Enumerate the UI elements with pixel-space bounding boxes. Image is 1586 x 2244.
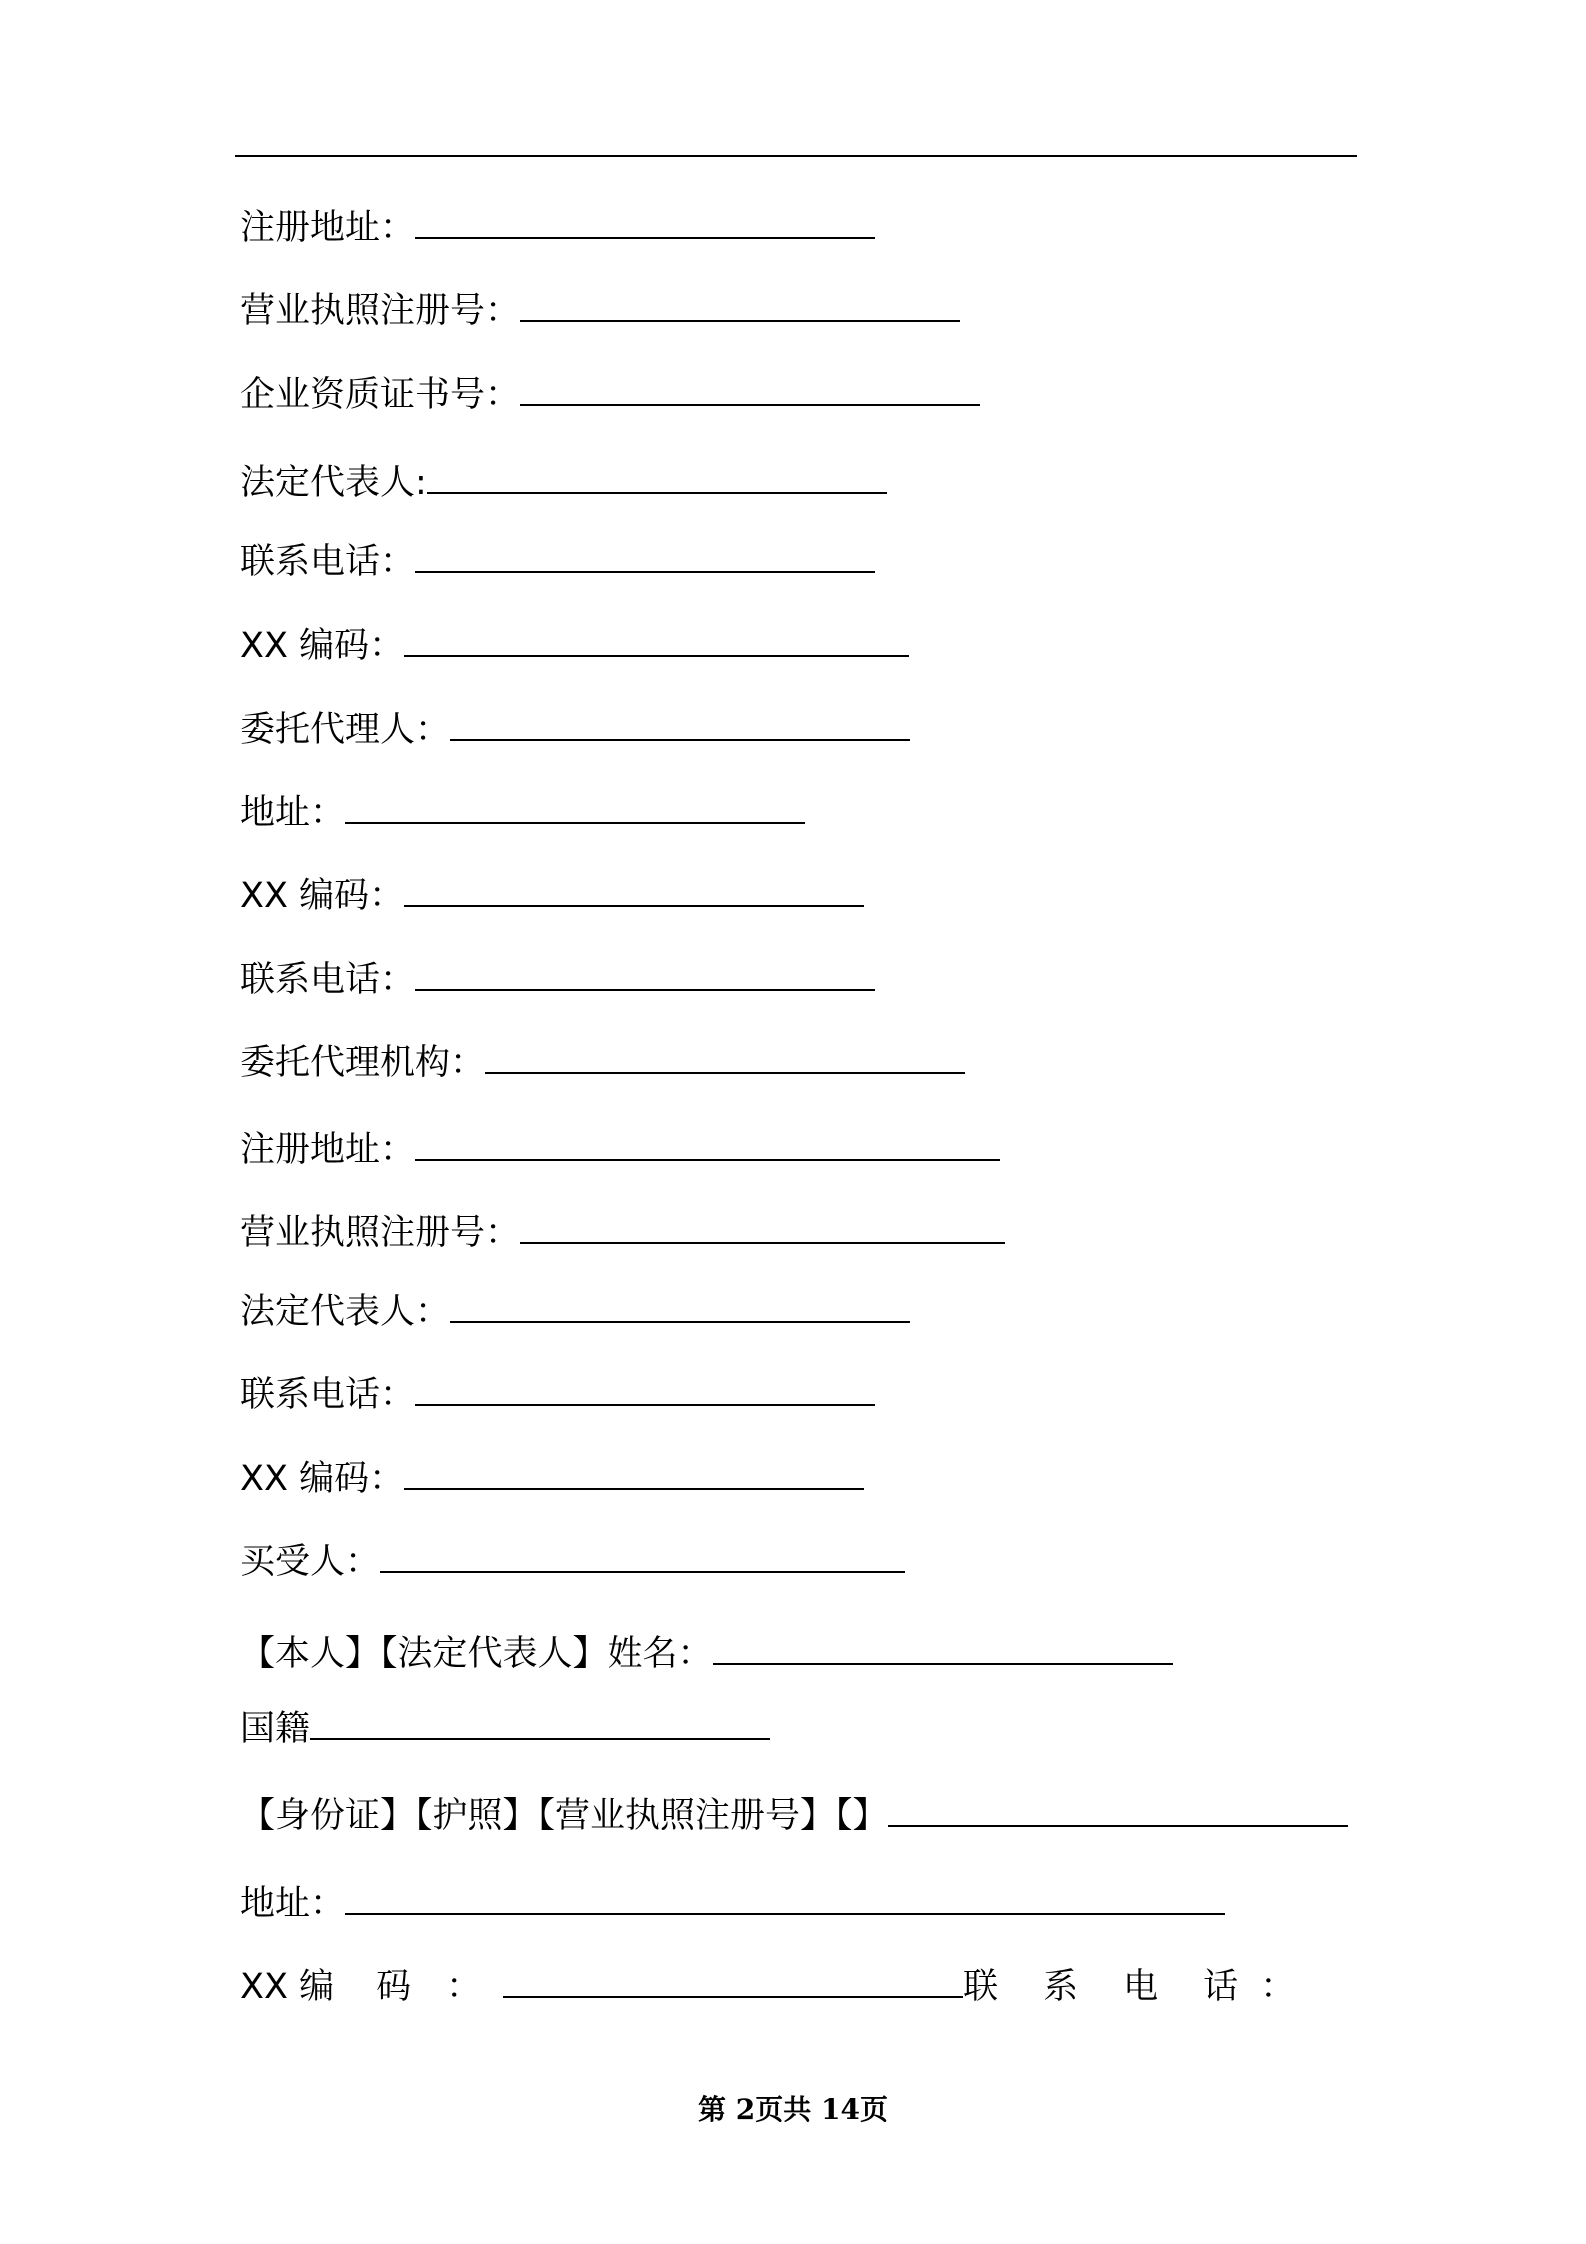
code-label-part: XX 编	[240, 1967, 335, 2007]
field-line	[240, 1287, 910, 1337]
fill-blank[interactable]	[520, 370, 980, 406]
fill-blank[interactable]	[415, 955, 875, 991]
field-line	[240, 1454, 864, 1504]
code-label-part: 码	[376, 1967, 412, 2007]
field-label: 注册地址：	[240, 1130, 416, 1170]
fill-blank[interactable]	[450, 1287, 910, 1323]
field-line	[240, 1791, 1348, 1841]
field-label: 委托代理人：	[240, 710, 451, 750]
field-label: XX 编码：	[240, 876, 405, 916]
field-label: 法定代表人：	[240, 1292, 451, 1332]
phone-label-part: 话	[1203, 1967, 1239, 2007]
field-line	[240, 1208, 1005, 1258]
field-line	[240, 788, 805, 838]
field-line	[240, 203, 875, 253]
field-line	[240, 1962, 1295, 2012]
field-line	[240, 458, 887, 508]
fill-blank[interactable]	[888, 1791, 1348, 1827]
field-line	[240, 705, 910, 755]
field-label: 企业资质证书号：	[240, 375, 521, 415]
field-label: XX 编码：	[240, 1459, 405, 1499]
field-label: 联系电话：	[240, 960, 416, 1000]
field-label: 注册地址：	[240, 208, 416, 248]
fill-blank[interactable]	[520, 1208, 1005, 1244]
field-label: 联系电话：	[240, 1375, 416, 1415]
header-rule	[235, 155, 1357, 157]
fill-blank[interactable]	[415, 1125, 1000, 1161]
phone-label-part: 联	[963, 1967, 999, 2007]
field-line	[240, 1629, 1173, 1679]
fill-blank[interactable]	[520, 286, 960, 322]
phone-label-part: ：	[1260, 1967, 1296, 2007]
field-label: 地址：	[240, 793, 346, 833]
field-line	[240, 1704, 770, 1754]
fill-blank[interactable]	[415, 1370, 875, 1406]
fill-blank[interactable]	[427, 458, 887, 494]
field-label: 联系电话：	[240, 542, 416, 582]
fill-blank[interactable]	[404, 871, 864, 907]
fill-blank[interactable]	[380, 1537, 905, 1573]
fill-blank[interactable]	[415, 537, 875, 573]
field-line	[240, 537, 875, 587]
field-line	[240, 1370, 875, 1420]
field-line	[240, 1879, 1225, 1929]
field-label: 委托代理机构：	[240, 1043, 486, 1083]
fill-blank[interactable]	[310, 1704, 770, 1740]
fill-blank[interactable]	[415, 203, 875, 239]
field-label: 【身份证】【护照】【营业执照注册号】【】	[240, 1796, 888, 1836]
code-label-part: ：	[446, 1967, 482, 2007]
phone-label-part: 电	[1123, 1967, 1159, 2007]
field-label: 【本人】【法定代表人】姓名：	[240, 1634, 713, 1674]
fill-blank[interactable]	[485, 1038, 965, 1074]
field-line	[240, 621, 909, 671]
field-line	[240, 871, 864, 921]
field-label: 地址：	[240, 1884, 346, 1924]
fill-blank[interactable]	[503, 1962, 963, 1998]
fill-blank[interactable]	[450, 705, 910, 741]
field-line	[240, 370, 980, 420]
phone-label-part: 系	[1043, 1967, 1079, 2007]
field-label: 国籍	[240, 1709, 311, 1749]
field-label: 买受人：	[240, 1542, 381, 1582]
field-label: XX 编码：	[240, 626, 405, 666]
fill-blank[interactable]	[713, 1629, 1173, 1665]
fill-blank[interactable]	[404, 621, 909, 657]
field-label: 营业执照注册号：	[240, 291, 521, 331]
field-line	[240, 1537, 905, 1587]
field-label: 法定代表人:	[240, 463, 427, 503]
field-label: 营业执照注册号：	[240, 1213, 521, 1253]
fill-blank[interactable]	[404, 1454, 864, 1490]
fill-blank[interactable]	[345, 1879, 1225, 1915]
field-line	[240, 1038, 965, 1088]
field-line	[240, 286, 960, 336]
page-number: 第 2页共 14页	[698, 2093, 888, 2126]
field-line	[240, 955, 875, 1005]
fill-blank[interactable]	[345, 788, 805, 824]
field-line	[240, 1125, 1000, 1175]
